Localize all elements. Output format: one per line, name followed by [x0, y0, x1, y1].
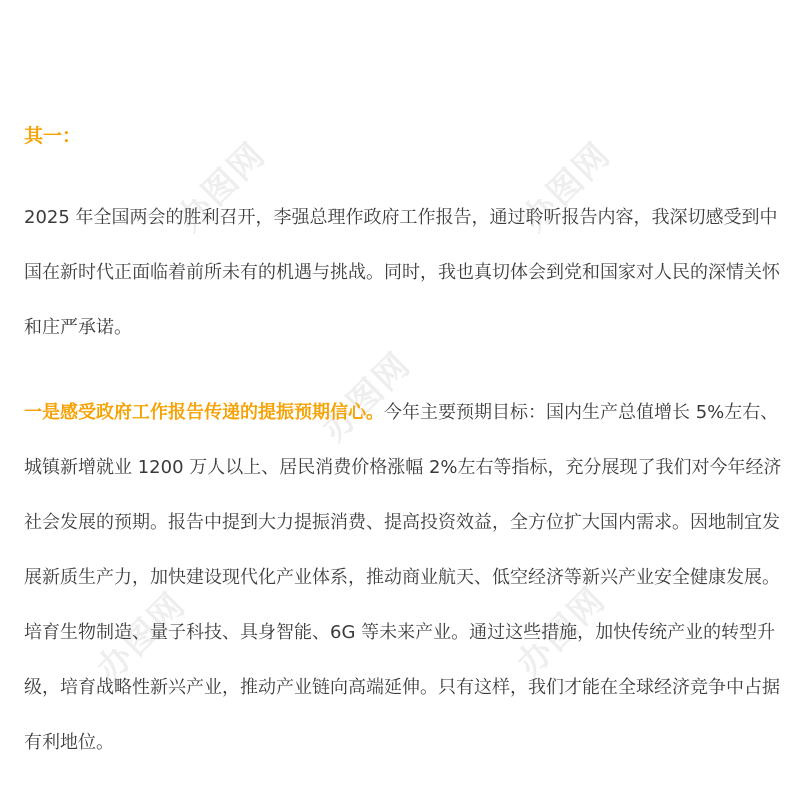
- paragraph-intro: 2025 年全国两会的胜利召开，李强总理作政府工作报告，通过聆听报告内容，我深切感受到中国在新时代正面临着前所未有的机遇与挑战。同时，我也真切体会到党和国家对人民的深情关怀和庄严承诺。: [24, 207, 780, 338]
- section-heading: 其一：: [24, 125, 82, 147]
- point-one-highlight: 一是感受政府工作报告传递的提振预期信心。: [24, 402, 384, 423]
- watermark: 办图网: [169, 134, 274, 240]
- watermark: 办图网: [514, 134, 619, 240]
- watermark: 办图网: [89, 584, 194, 690]
- watermark: 办图网: [509, 579, 614, 685]
- watermark: 办图网: [314, 344, 419, 450]
- paragraph-point-one: [24, 385, 784, 770]
- point-one-body: 今年主要预期目标：国内生产总值增长 5%左右、城镇新增就业 1200 万人以上、居民消费价格涨幅 2%左右等指标，充分展现了我们对今年经济社会发展的预期。报告中提到大力提振消费、提高投资效益，全方位扩大国内需求。因地制宜发展新质生产力，加快建设现代化产业体系，推动商业航天、低空经济等新兴产业安全健康发展。培育生物制造、量子科技、具身智能、6G 等未来产业。通过这些措施，加快传统产业的转型升级，培育战略性新兴产业，推动产业链向高端延伸。只有这样，我们才能在全球经济竞争中占据有利地位。: [24, 402, 782, 753]
